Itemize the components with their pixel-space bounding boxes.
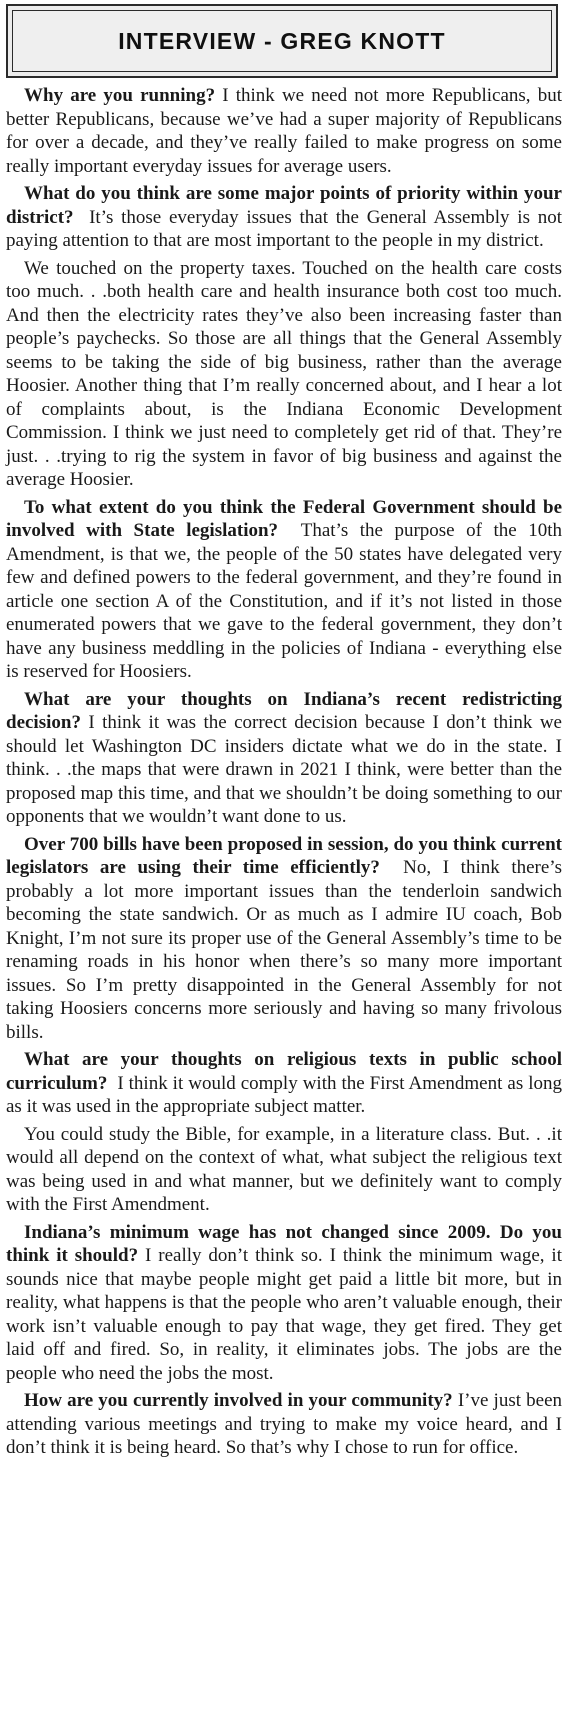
- answer: We touched on the property taxes. Touched on the health care costs too much. . .both health care and health insurance both cost too much. And then the electricity rates they’ve also been increasing faster than people’s paychecks. So those are all things that the General Assembly seems to be taking the side of big business, rather than the average Hoosier. Another thing that I’m really concerned about, and I hear a lot of complaints about, is the Indiana Economic Development Commission. I think we just need to completely get rid of that. They’re just. . .trying to rig the system in favor of big business and against the average Hoosier.: [6, 257, 562, 490]
- paragraph-why-running: [6, 84, 562, 178]
- answer: I think it was the correct decision because I don’t think we should let Washington DC insiders dictate what we do in the state. I think. . .the maps that were drawn in 2021 I think, were better than the proposed map this time, and that we shouldn’t be doing something to our opponents that we wouldn’t want done to us.: [6, 712, 562, 827]
- question: What are your thoughts on religious texts in public school curriculum?: [6, 1049, 562, 1094]
- answer: I really don’t think so. I think the minimum wage, it sounds nice that maybe people might get paid a little bit more, but in reality, what happens is that the people who aren’t valuable enough, their work isn’t valuable enough to pay that wage, they get fired. They get laid off and fired. So, in reality, it eliminates jobs. The jobs are the people who need the jobs the most.: [6, 1245, 562, 1384]
- title-box-inner: [12, 10, 552, 72]
- answer: I think it would comply with the First Amendment as long as it was used in the appropriate subject matter.: [6, 1072, 562, 1117]
- paragraph-minimum-wage: [6, 1221, 562, 1386]
- paragraph-redistricting: [6, 688, 562, 829]
- paragraph-community: [6, 1389, 562, 1460]
- answer: I’ve just been attending various meetings and trying to make my voice heard, and I don’t think it is being heard. So that’s why I chose to run for office.: [6, 1390, 562, 1458]
- paragraph-bills: [6, 833, 562, 1045]
- question: To what extent do you think the Federal Government should be involved with State legislation?: [6, 496, 562, 541]
- paragraph-priorities: [6, 182, 562, 253]
- paragraph-federal-government: [6, 496, 562, 684]
- answer: It’s those everyday issues that the General Assembly is not paying attention to that are most important to the people in my district.: [6, 206, 563, 251]
- paragraph-religious-texts-continued: [6, 1123, 562, 1217]
- question: How are you currently involved in your community?: [24, 1390, 453, 1411]
- question: Over 700 bills have been proposed in session, do you think current legislators are using their time efficiently?: [6, 833, 562, 878]
- paragraph-religious-texts: [6, 1048, 562, 1119]
- title-box: [6, 4, 558, 78]
- answer: I think we need not more Republicans, but better Republicans, because we’ve had a super majority of Republicans for over a decade, and they’ve really failed to make progress on some really important everyday issues for average users.: [6, 85, 562, 177]
- article-body: [6, 84, 562, 1464]
- answer: You could study the Bible, for example, in a literature class. But. . .it would all depend on the context of what, what subject the religious text was being used in and what manner, but we definitely want to comply with the First Amendment.: [6, 1123, 562, 1215]
- answer: No, I think there’s probably a lot more important issues than the tenderloin sandwich becoming the state sandwich. Or as much as I admire IU coach, Bob Knight, I’m not sure its proper use of the General Assembly’s time to be renaming roads in his honor when there’s so many more important issues. So I’m pretty disappointed in the General Assembly for not taking Hoosiers concerns more seriously and having so many frivolous bills.: [6, 857, 562, 1043]
- article-title: INTERVIEW - GREG KNOTT: [118, 27, 446, 54]
- question: Why are you running?: [24, 85, 216, 106]
- question: What are your thoughts on Indiana’s recent redistricting decision?: [6, 688, 562, 733]
- question: Indiana’s minimum wage has not changed since 2009. Do you think it should?: [6, 1221, 562, 1266]
- paragraph-priorities-continued: [6, 257, 562, 492]
- question: What do you think are some major points of priority within your district?: [6, 183, 562, 228]
- answer: That’s the purpose of the 10th Amendment, is that we, the people of the 50 states have delegated very few and defined powers to the federal government, and they’re found in article one section A of the Constitution, and if it’s not listed in those enumerated powers that we gave to the federal government, they don’t have any business meddling in the policies of Indiana - everything else is reserved for Hoosiers.: [6, 520, 562, 682]
